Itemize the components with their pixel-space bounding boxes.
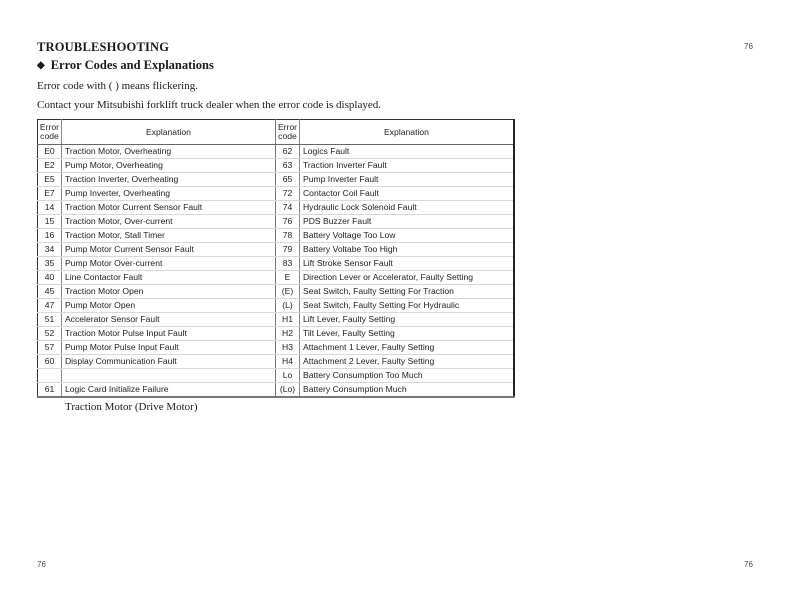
right-error-code: 65 [276,173,300,187]
left-explanation [61,369,275,383]
header-explanation-left: Explanation [61,120,275,145]
right-explanation: Battery Voltage Too Low [299,229,514,243]
left-explanation: Accelerator Sensor Fault [61,313,275,327]
section-heading [37,58,214,73]
left-explanation: Traction Motor Current Sensor Fault [61,201,275,215]
left-explanation: Pump Motor Current Sensor Fault [61,243,275,257]
right-error-code: 74 [276,201,300,215]
left-error-code: 52 [38,327,62,341]
right-error-code: H4 [276,355,300,369]
left-error-code: 47 [38,299,62,313]
right-error-code: E [276,271,300,285]
left-error-code: 45 [38,285,62,299]
table-row [38,257,515,271]
left-error-code: E5 [38,173,62,187]
table-header-row [38,120,515,145]
right-error-code: 62 [276,145,300,159]
header-explanation-right: Explanation [299,120,514,145]
dealer-note: Contact your Mitsubishi forklift truck dealer when the error code is displayed. [37,99,381,111]
right-explanation: Logics Fault [299,145,514,159]
left-explanation: Line Contactor Fault [61,271,275,285]
table-row [38,285,515,299]
diamond-bullet-icon: ◆ [37,60,45,71]
left-error-code: 61 [38,383,62,398]
right-explanation: Lift Lever, Faulty Setting [299,313,514,327]
left-explanation: Traction Motor Pulse Input Fault [61,327,275,341]
left-error-code: E2 [38,159,62,173]
page-number-bottom-left: 76 [37,560,46,569]
section-heading-text: Error Codes and Explanations [50,58,214,72]
header-error-code-left: Error code [38,120,62,145]
left-explanation: Pump Inverter, Overheating [61,187,275,201]
right-explanation: Seat Switch, Faulty Setting For Traction [299,285,514,299]
table-row [38,243,515,257]
left-error-code: 35 [38,257,62,271]
left-error-code: 14 [38,201,62,215]
left-error-code [38,369,62,383]
left-explanation: Logic Card Initialize Failure [61,383,275,398]
right-error-code: 76 [276,215,300,229]
right-explanation: Seat Switch, Faulty Setting For Hydraulic [299,299,514,313]
page-number-top: 76 [744,42,753,51]
table-row [38,299,515,313]
left-explanation: Pump Motor Pulse Input Fault [61,341,275,355]
table-row [38,271,515,285]
left-explanation: Display Communication Fault [61,355,275,369]
table-row [38,215,515,229]
right-explanation: PDS Buzzer Fault [299,215,514,229]
table-row [38,173,515,187]
page-title: TROUBLESHOOTING [37,40,170,54]
left-explanation: Traction Motor, Over-current [61,215,275,229]
right-error-code: Lo [276,369,300,383]
table-row [38,159,515,173]
right-explanation: Tilt Lever, Faulty Setting [299,327,514,341]
page-number-bottom-right: 76 [744,560,753,569]
right-explanation: Traction Inverter Fault [299,159,514,173]
right-error-code: (E) [276,285,300,299]
footnote: Traction Motor (Drive Motor) [65,401,198,413]
table-row [38,327,515,341]
right-explanation: Lift Stroke Sensor Fault [299,257,514,271]
error-code-table [37,119,515,398]
left-explanation: Traction Motor, Stall Timer [61,229,275,243]
left-error-code: 40 [38,271,62,285]
table-row [38,229,515,243]
table-row [38,201,515,215]
left-explanation: Pump Motor, Overheating [61,159,275,173]
right-explanation: Attachment 2 Lever, Faulty Setting [299,355,514,369]
table-row [38,145,515,159]
table-row [38,383,515,398]
left-explanation: Traction Motor, Overheating [61,145,275,159]
header-error-code-right: Error code [276,120,300,145]
right-error-code: (Lo) [276,383,300,398]
right-error-code: 78 [276,229,300,243]
table-row [38,313,515,327]
table-row [38,187,515,201]
left-error-code: 60 [38,355,62,369]
right-explanation: Hydraulic Lock Solenoid Fault [299,201,514,215]
left-error-code: E7 [38,187,62,201]
left-error-code: 34 [38,243,62,257]
left-error-code: 51 [38,313,62,327]
right-error-code: 72 [276,187,300,201]
table-row [38,341,515,355]
left-error-code: 15 [38,215,62,229]
right-explanation: Direction Lever or Accelerator, Faulty Setting [299,271,514,285]
right-explanation: Battery Voltabe Too High [299,243,514,257]
right-explanation: Contactor Coil Fault [299,187,514,201]
left-error-code: 16 [38,229,62,243]
flicker-note: Error code with ( ) means flickering. [37,80,198,92]
right-error-code: H3 [276,341,300,355]
right-explanation: Attachment 1 Lever, Faulty Setting [299,341,514,355]
right-error-code: H2 [276,327,300,341]
right-error-code: 79 [276,243,300,257]
left-explanation: Pump Motor Over-current [61,257,275,271]
left-explanation: Traction Motor Open [61,285,275,299]
right-explanation: Battery Consumption Too Much [299,369,514,383]
left-explanation: Pump Motor Open [61,299,275,313]
table-row [38,369,515,383]
right-explanation: Pump Inverter Fault [299,173,514,187]
left-explanation: Traction Inverter, Overheating [61,173,275,187]
table-row [38,355,515,369]
right-error-code: 83 [276,257,300,271]
left-error-code: 57 [38,341,62,355]
right-error-code: (L) [276,299,300,313]
left-error-code: E0 [38,145,62,159]
right-error-code: 63 [276,159,300,173]
right-error-code: H1 [276,313,300,327]
right-explanation: Battery Consumption Much [302,384,407,394]
